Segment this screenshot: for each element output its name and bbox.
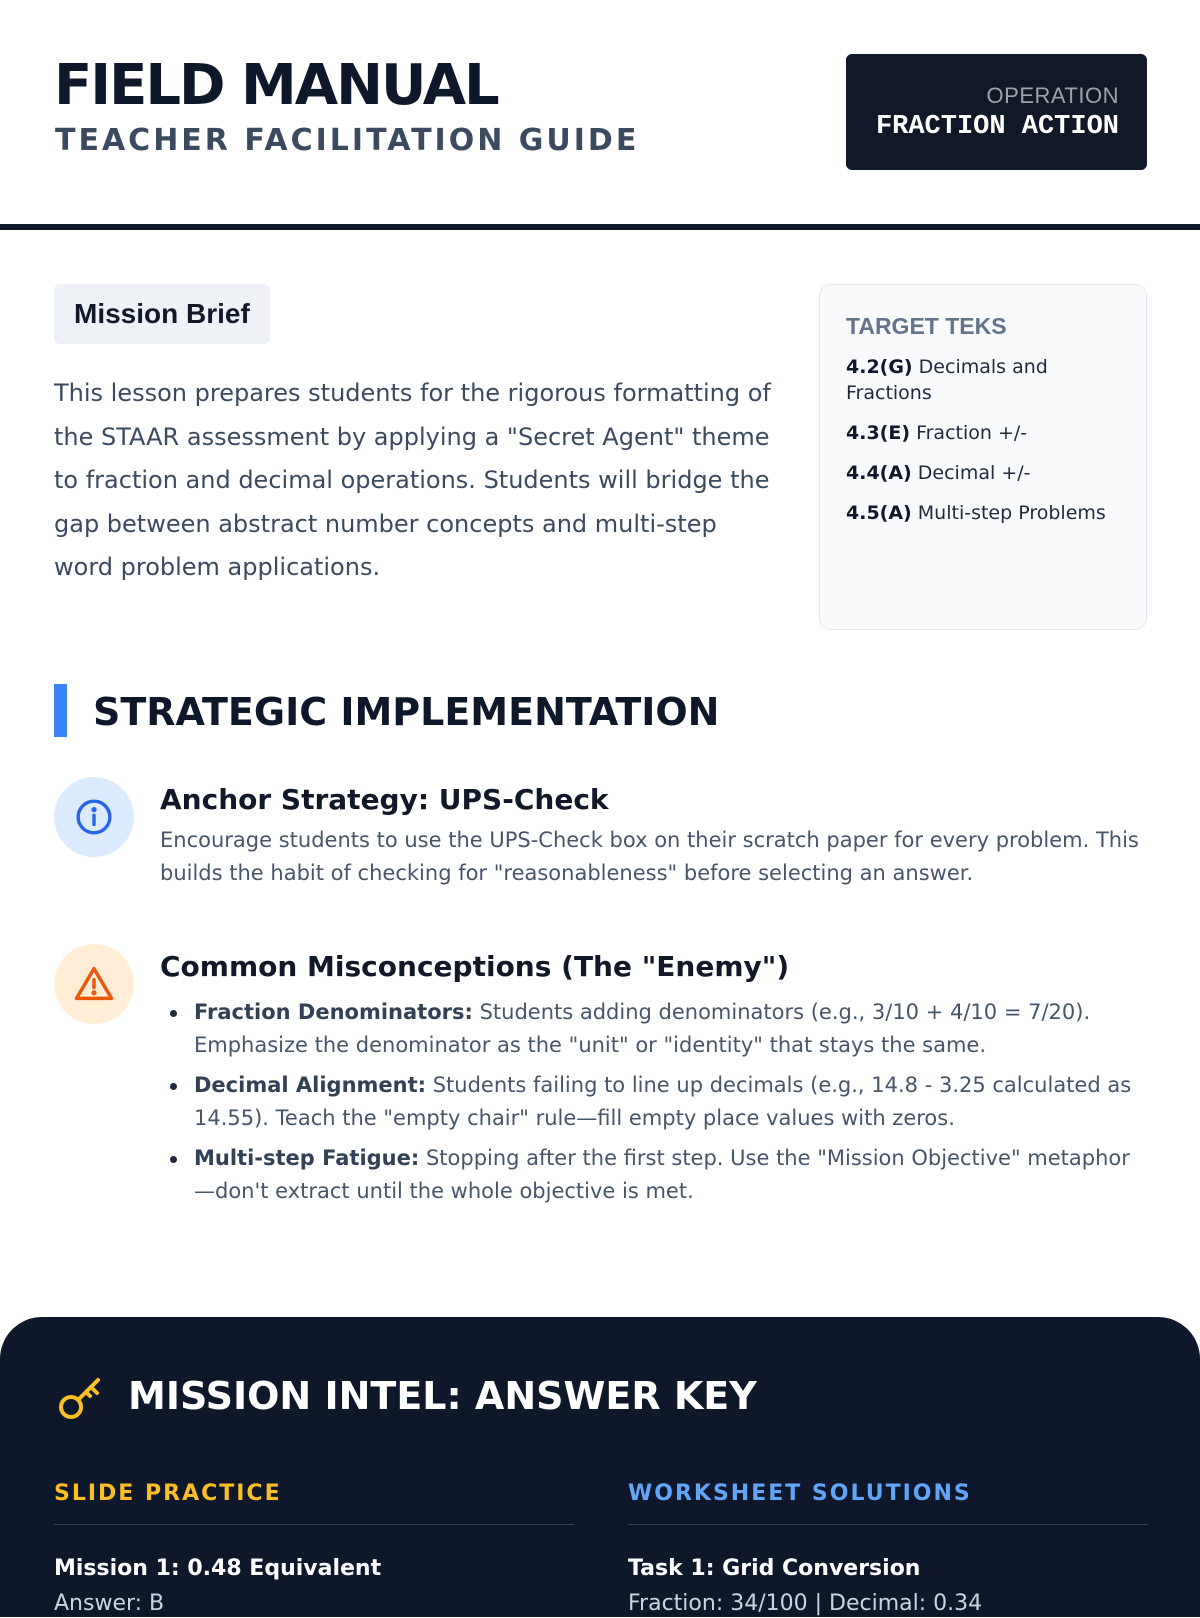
teks-code: 4.5(A) (846, 502, 912, 524)
list-item (160, 996, 1150, 1062)
divider (54, 1524, 574, 1525)
page-subtitle: TEACHER FACILITATION GUIDE (55, 123, 640, 158)
operation-label: OPERATION (986, 83, 1119, 108)
teks-code: 4.2(G) (846, 356, 913, 378)
teks-item (846, 460, 1120, 486)
misconception-text: Students adding denominators (e.g., 3/10 + 4/10 = 7/20). Emphasize the denominator as the "unit" or "identity" that stays the same. (194, 1000, 1091, 1057)
misconceptions-title: Common Misconceptions (The "Enemy") (160, 950, 790, 983)
misconceptions-list (160, 996, 1150, 1215)
worksheet-item-title: Task 1: Grid Conversion (628, 1556, 921, 1581)
slide-practice-heading: SLIDE PRACTICE (54, 1481, 282, 1506)
strategic-implementation-heading: STRATEGIC IMPLEMENTATION (93, 690, 720, 734)
teks-item (846, 420, 1120, 446)
misconception-text: Stopping after the first step. Use the "Mission Objective" metaphor—don't extract until the whole objective is met. (194, 1146, 1130, 1203)
target-teks-card (819, 284, 1147, 630)
teks-label: Fraction +/- (916, 422, 1028, 444)
teks-item (846, 354, 1120, 406)
mission-brief-tag: Mission Brief (54, 284, 270, 344)
warning-icon (54, 944, 134, 1024)
worksheet-item-answer: Fraction: 34/100 | Decimal: 0.34 (628, 1591, 983, 1616)
page-header (0, 0, 1200, 230)
page-title: FIELD MANUAL (54, 53, 498, 118)
operation-badge (846, 54, 1147, 170)
teks-code: 4.4(A) (846, 462, 912, 484)
divider (628, 1524, 1148, 1525)
operation-name: FRACTION ACTION (875, 112, 1119, 142)
list-item (160, 1069, 1150, 1135)
anchor-strategy-text: Encourage students to use the UPS-Check box on their scratch paper for every problem. This builds the habit of checking for "reasonableness" before selecting an answer. (160, 828, 1139, 885)
teks-item (846, 500, 1120, 526)
teks-label: Decimals and Fractions (846, 356, 1048, 404)
slide-practice-item-title: Mission 1: 0.48 Equivalent (54, 1556, 382, 1581)
misconception-text: Students failing to line up decimals (e.g., 14.8 - 3.25 calculated as 14.55). Teach the "empty chair" rule—fill empty place values with zeros. (194, 1073, 1132, 1130)
teks-code: 4.3(E) (846, 422, 911, 444)
target-teks-title: TARGET TEKS (846, 313, 1007, 339)
anchor-strategy-title: Anchor Strategy: UPS-Check (160, 783, 609, 816)
worksheet-solutions-heading: WORKSHEET SOLUTIONS (628, 1481, 972, 1506)
key-icon (54, 1372, 106, 1424)
teks-label: Decimal +/- (917, 462, 1031, 484)
slide-practice-item-answer: Answer: B (54, 1591, 165, 1616)
section-accent-bar (54, 684, 67, 737)
info-icon (54, 777, 134, 857)
misconception-label: Multi-step Fatigue: (194, 1146, 420, 1170)
misconception-label: Decimal Alignment: (194, 1073, 427, 1097)
teks-label: Multi-step Problems (917, 502, 1106, 524)
misconception-label: Fraction Denominators: (194, 1000, 473, 1024)
mission-brief-text: This lesson prepares students for the rigorous formatting of the STAAR assessment by applying a "Secret Agent" theme to fraction and decimal operations. Students will bridge the gap between abstract number concepts and multi-step word problem applications. (54, 379, 771, 581)
list-item (160, 1142, 1150, 1208)
mission-intel-heading: MISSION INTEL: ANSWER KEY (128, 1374, 757, 1418)
